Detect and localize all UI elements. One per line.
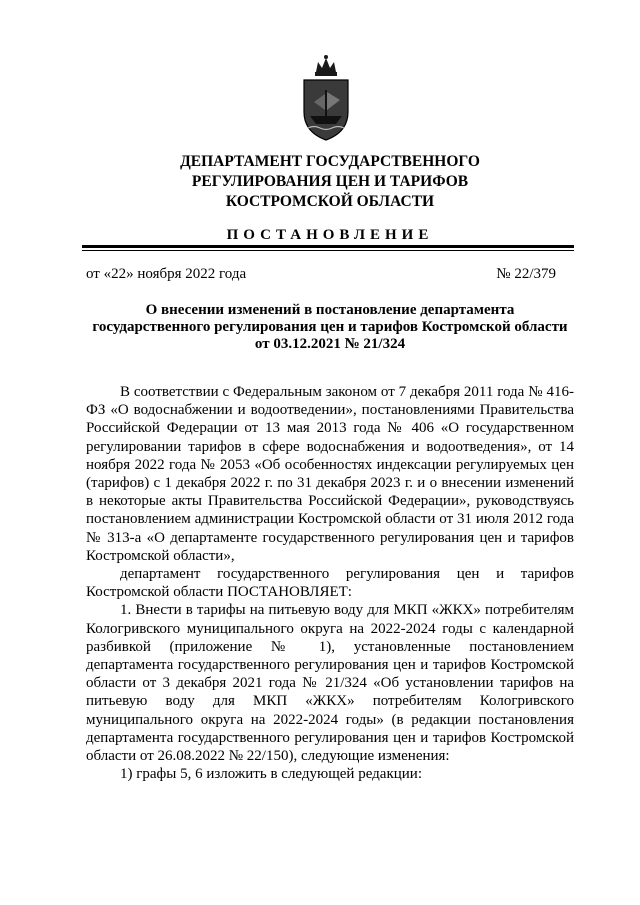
document-type-title: ПОСТАНОВЛЕНИЕ: [226, 227, 434, 243]
header-line-1: ДЕПАРТАМЕНТ ГОСУДАРСТВЕННОГО: [180, 153, 480, 170]
department-header: [60, 152, 600, 212]
body-paragraph-resolves: департамент государственного регулирования цен и тарифов Костромской области ПОСТАНОВЛЯЕТ:: [86, 566, 574, 601]
subject-line-2: государственного регулирования цен и тарифов Костромской области: [92, 319, 568, 335]
document-date: от «22» ноября 2022 года: [86, 266, 247, 282]
body-paragraph-subitem-1: 1) графы 5, 6 изложить в следующей редакции:: [120, 766, 422, 783]
header-line-2: РЕГУЛИРОВАНИЯ ЦЕН И ТАРИФОВ: [191, 173, 469, 190]
document-subject: [70, 302, 590, 353]
document-number: № 22/379: [496, 266, 556, 282]
kostroma-coat-of-arms-icon: [296, 54, 356, 144]
header-rule-thin: [82, 250, 574, 251]
body-paragraph-preamble: В соответствии с Федеральным законом от 7 декабря 2011 года № 416-ФЗ «О водоснабжении и водоотведении», постановлениями Правительства Российской Федерации от 13 мая 2013 года № 406 «О государственном регулировании тарифов в сфере водоснабжения и водоотведения», от 14 ноября 2022 года № 2053 «Об особенностях индексации регулируемых цен (тарифов) с 1 декабря 2022 г. по 31 декабря 2023 г. и о внесении изменений в некоторые акты Правительства Российской Федерации», руководствуясь постановлением администрации Костромской области от 31 июля 2012 года № 313-а «О департаменте государственного регулирования цен и тарифов Костромской области»,: [86, 384, 574, 564]
document-body: [86, 383, 574, 783]
subject-line-1: О внесении изменений в постановление департамента: [145, 302, 515, 318]
header-line-3: КОСТРОМСКОЙ ОБЛАСТИ: [225, 193, 435, 210]
body-paragraph-item-1: 1. Внести в тарифы на питьевую воду для МКП «ЖКХ» потребителям Кологривского муниципального округа на 2022-2024 годы с календарной разбивкой (приложение № 1), установленные постановлением департамента государственного регулирования цен и тарифов Костромской области от 3 декабря 2021 года № 21/324 «Об установлении тарифов на питьевую воду для МКП «ЖКХ» потребителям Кологривского муниципального округа на 2022-2024 годы» (в редакции постановления департамента государственного регулирования цен и тарифов Костромской области от 26.08.2022 № 22/150), следующие изменения:: [86, 602, 574, 765]
subject-line-3: от 03.12.2021 № 21/324: [254, 336, 406, 352]
header-rule-thick: [82, 245, 574, 248]
